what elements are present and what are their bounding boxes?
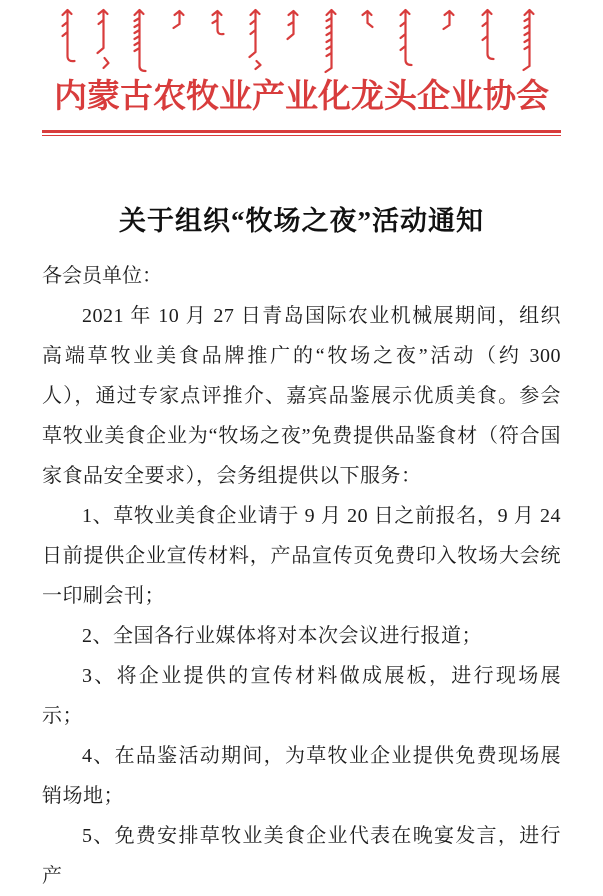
mongolian-glyph bbox=[363, 11, 373, 27]
mongolian-glyph bbox=[401, 10, 412, 65]
notice-list-item-4: 4、在品鉴活动期间，为草牧业企业提供免费现场展销场地； bbox=[42, 745, 561, 807]
notice-body bbox=[42, 200, 561, 896]
mongolian-glyph bbox=[174, 11, 184, 28]
association-name: 内蒙古农牧业产业化龙头企业协会 bbox=[54, 79, 549, 115]
notice-page bbox=[0, 8, 603, 887]
salutation: 各会员单位： bbox=[42, 265, 162, 287]
notice-intro-paragraph: 2021 年 10 月 27 日青岛国际农业机械展期间，组织高端草牧业美食品牌推广的“牧场之夜”活动（约 300 人），通过专家点评推介、嘉宾品鉴展示优质美食。参会草牧业美食企业为“牧场之夜”免费提供品鉴食材（符合国家食品安全要求），会务组提供以下服务： bbox=[42, 305, 561, 487]
mongolian-script-banner bbox=[49, 8, 554, 72]
mongolian-glyph bbox=[524, 10, 534, 70]
notice-list-item-5: 5、免费安排草牧业美食企业代表在晚宴发言，进行产 bbox=[42, 825, 561, 887]
mongolian-glyph bbox=[98, 10, 109, 68]
letterhead-divider bbox=[42, 130, 561, 136]
notice-title: 关于组织“牧场之夜”活动通知 bbox=[119, 206, 484, 236]
notice-list-item-1: 1、草牧业美食企业请于 9 月 20 日之前报名，9 月 24 日前提供企业宣传材料，产品宣传页免费印入牧场大会统一印刷会刊； bbox=[42, 505, 561, 607]
mongolian-glyph bbox=[483, 10, 494, 59]
mongolian-glyph bbox=[288, 11, 298, 39]
notice-list-item-3: 3、将企业提供的宣传材料做成展板，进行现场展示； bbox=[42, 665, 561, 727]
notice-list-item-2: 2、全国各行业媒体将对本次会议进行报道； bbox=[82, 625, 482, 647]
mongolian-glyph bbox=[63, 10, 75, 61]
mongolian-glyph bbox=[444, 11, 454, 29]
mongolian-glyph bbox=[326, 10, 336, 72]
mongolian-glyph bbox=[250, 10, 261, 69]
mongolian-glyph bbox=[213, 11, 224, 34]
mongolian-glyph bbox=[135, 10, 146, 71]
letterhead bbox=[42, 8, 561, 136]
